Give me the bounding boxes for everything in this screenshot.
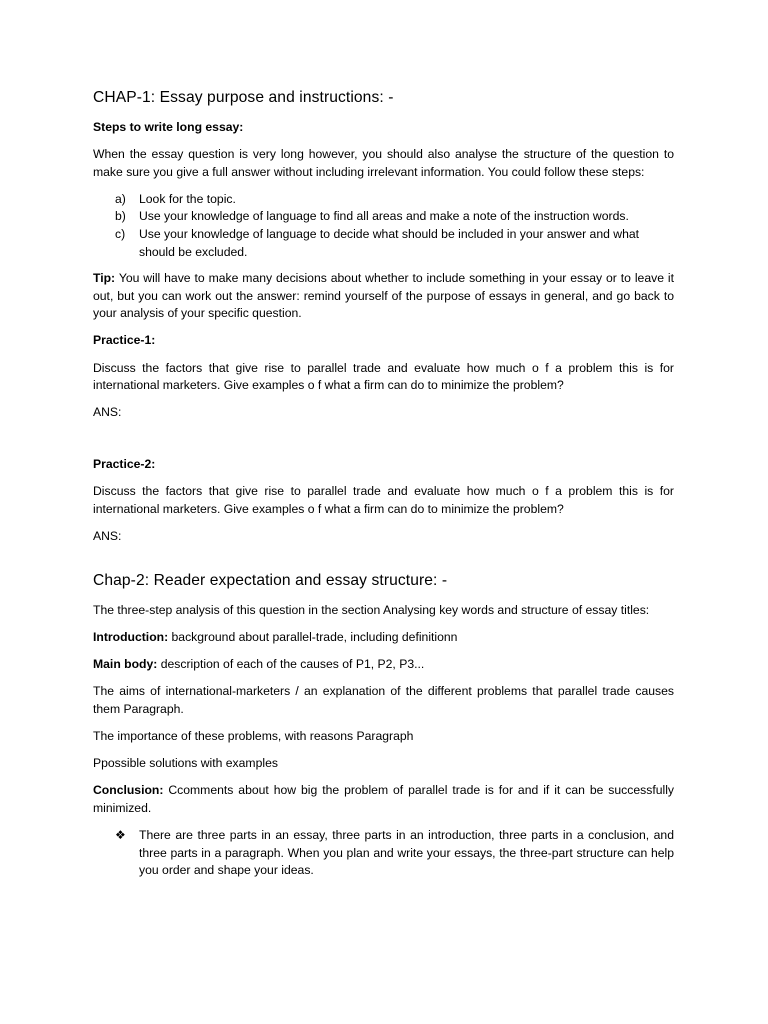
practice-1-answer-label: ANS: — [93, 405, 122, 420]
main-body-label: Main body: — [93, 657, 158, 672]
conclusion-text: Ccomments about how big the problem of parallel trade is for and if it can be successfully minimized. — [93, 783, 674, 815]
bullet-text: There are three parts in an essay, three parts in an introduction, three parts in a conclusion, and three parts in a paragraph. When you plan and write your essays, the three-part structure can help you order and shape your ideas. — [139, 828, 674, 878]
diamond-bullet-icon: ❖ — [115, 828, 126, 843]
practice-1-question: Discuss the factors that give rise to parallel trade and evaluate how much o f a problem this is for international marketers. Give examples o f what a firm can do to minimize the problem? — [93, 360, 674, 393]
conclusion-paragraph — [93, 782, 674, 817]
conclusion-label: Conclusion: — [93, 783, 164, 798]
practice-2-heading: Practice-2: — [93, 457, 156, 472]
tip-paragraph — [93, 270, 674, 323]
tip-label: Tip: — [93, 271, 116, 286]
bullet-list — [93, 827, 674, 880]
list-item — [93, 827, 674, 880]
spacer — [93, 555, 674, 571]
list-marker: c) — [115, 226, 126, 241]
aims-paragraph: The aims of international-marketers / an explanation of the different problems that parallel trade causes them Paragraph. — [93, 684, 674, 717]
list-item — [93, 208, 674, 226]
solutions-paragraph: Ppossible solutions with examples — [93, 756, 278, 771]
list-marker: b) — [115, 209, 126, 224]
analysis-paragraph: The three-step analysis of this question in the section Analysing key words and structure of essay titles: — [93, 603, 650, 618]
steps-intro: When the essay question is very long however, you should also analyse the structure of the question to make sure you give a full answer without including irrelevant information. You could follow these steps: — [93, 147, 674, 179]
list-item-text: Use your knowledge of language to find all areas and make a note of the instruction words. — [139, 209, 629, 224]
main-body-paragraph — [93, 656, 674, 674]
practice-1-heading: Practice-1: — [93, 333, 156, 348]
introduction-label: Introduction: — [93, 630, 169, 645]
main-body-text: description of each of the causes of P1, P2, P3... — [157, 657, 425, 672]
importance-paragraph: The importance of these problems, with reasons Paragraph — [93, 729, 414, 744]
document-page — [93, 88, 674, 880]
chapter-1-title: CHAP-1: Essay purpose and instructions: - — [93, 89, 394, 106]
steps-list — [93, 191, 674, 261]
tip-text: You will have to make many decisions about whether to include something in your essay or to leave it out, but you can work out the answer: remind yourself of the purpose of essays in general, and go back to your analysis of your specific question. — [93, 271, 674, 321]
introduction-text: background about parallel-trade, including definitionn — [168, 630, 458, 645]
introduction-paragraph — [93, 629, 674, 647]
list-item-text: Look for the topic. — [139, 191, 236, 206]
list-item — [93, 191, 674, 209]
steps-heading: Steps to write long essay: — [93, 120, 244, 134]
list-item-text: Use your knowledge of language to decide what should be included in your answer and what should be excluded. — [139, 226, 640, 259]
list-marker: a) — [115, 191, 126, 206]
spacer — [93, 431, 674, 456]
practice-2-answer-label: ANS: — [93, 529, 122, 544]
practice-2-question: Discuss the factors that give rise to parallel trade and evaluate how much o f a problem this is for international marketers. Give examples o f what a firm can do to minimize the problem? — [93, 484, 674, 516]
chapter-2-title: Chap-2: Reader expectation and essay structure: - — [93, 572, 448, 590]
list-item — [93, 226, 674, 261]
